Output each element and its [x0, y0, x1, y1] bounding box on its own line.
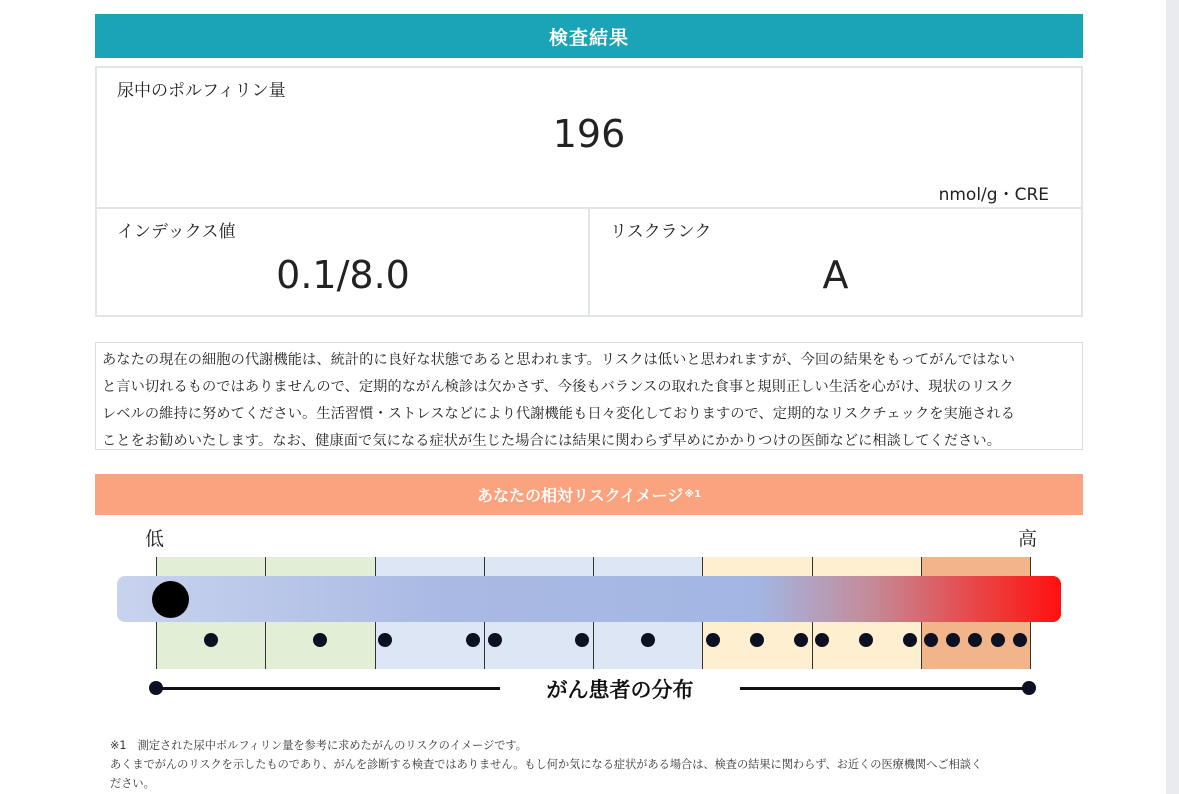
footnote-1: ※1 測定された尿中ポルフィリン量を参考に求めたがんのリスクのイメージです。: [110, 739, 527, 752]
patient-dot: [488, 633, 502, 647]
patient-dot: [1013, 633, 1027, 647]
band-tick-bottom: [702, 622, 703, 669]
band-tick-top: [921, 557, 922, 576]
band-tick-top: [265, 557, 266, 576]
index-value: 0.1/8.0: [276, 253, 410, 297]
distribution-label: がん患者の分布: [500, 674, 740, 704]
band-tick-bottom: [156, 622, 157, 669]
footnote-2: あくまでがんのリスクを示したものであり、がんを診断する検査ではありません。もし何か気になる症状がある場合は、検査の結果に関わらず、お近くの医療機関へご相談く: [110, 758, 983, 771]
band-tick-bottom: [484, 622, 485, 669]
footnote-3: ださい。: [110, 777, 155, 790]
band-tick-top: [593, 557, 594, 576]
porphyrin-cell: [95, 66, 1083, 209]
window-edge: [1166, 0, 1179, 794]
band-tick-top: [812, 557, 813, 576]
risk-rank-label: リスクランク: [610, 222, 712, 242]
patient-dot: [575, 633, 589, 647]
band-tick-top: [702, 557, 703, 576]
patient-dot: [750, 633, 764, 647]
band-tick-top: [1030, 557, 1031, 576]
comment-box: [95, 342, 1083, 450]
band-tick-top: [156, 557, 157, 576]
risk-rank-cell: [588, 207, 1083, 317]
patient-dot: [903, 633, 917, 647]
patient-dot: [204, 633, 218, 647]
patient-dot: [466, 633, 480, 647]
relative-risk-header: [95, 474, 1083, 515]
patient-dot: [641, 633, 655, 647]
band-tick-bottom: [375, 622, 376, 669]
index-label: インデックス値: [117, 222, 236, 242]
patient-dot: [946, 633, 960, 647]
band-tick-bottom: [1030, 622, 1031, 669]
porphyrin-value: 196: [552, 112, 626, 156]
porphyrin-unit: nmol/g・CRE: [938, 185, 1049, 205]
distribution-axis-start: [149, 681, 163, 695]
band-tick-bottom: [812, 622, 813, 669]
patient-dot: [991, 633, 1005, 647]
band-tick-bottom: [921, 622, 922, 669]
risk-gradient-bar: [117, 576, 1061, 622]
band-tick-bottom: [265, 622, 266, 669]
porphyrin-label: 尿中のポルフィリン量: [117, 81, 286, 101]
result-header-title: 検査結果: [548, 26, 629, 49]
relative-risk-footnote-mark: ※1: [684, 489, 702, 500]
comment-line: あなたの現在の細胞の代謝機能は、統計的に良好な状態であると思われます。リスクは低いと思われますが、今回の結果をもってがんではない: [102, 352, 1015, 368]
patient-dot: [924, 633, 938, 647]
distribution-axis-end: [1022, 681, 1036, 695]
band-tick-bottom: [593, 622, 594, 669]
relative-risk-title: あなたの相対リスクイメージ: [476, 486, 684, 505]
low-label: 低: [145, 528, 165, 550]
result-header: [95, 14, 1083, 58]
band-tick-top: [375, 557, 376, 576]
band-tick-top: [484, 557, 485, 576]
comment-line: レベルの維持に努めてください。生活習慣・ストレスなどにより代謝機能も日々変化しておりますので、定期的なリスクチェックを実施される: [102, 406, 1015, 422]
comment-line: と言い切れるものではありませんので、定期的ながん検診は欠かさず、今後もバランスの取れた食事と規則正しい生活を心がけ、現状のリスク: [102, 379, 1014, 395]
risk-rank-value: A: [822, 253, 849, 297]
index-cell: [95, 207, 591, 317]
patient-dot: [313, 633, 327, 647]
patient-dot: [794, 633, 808, 647]
high-label: 高: [1018, 528, 1038, 550]
comment-line: ことをお勧めいたします。なお、健康面で気になる症状が生じた場合には結果に関わらず早めにかかりつけの医師などに相談してください。: [102, 433, 1001, 449]
